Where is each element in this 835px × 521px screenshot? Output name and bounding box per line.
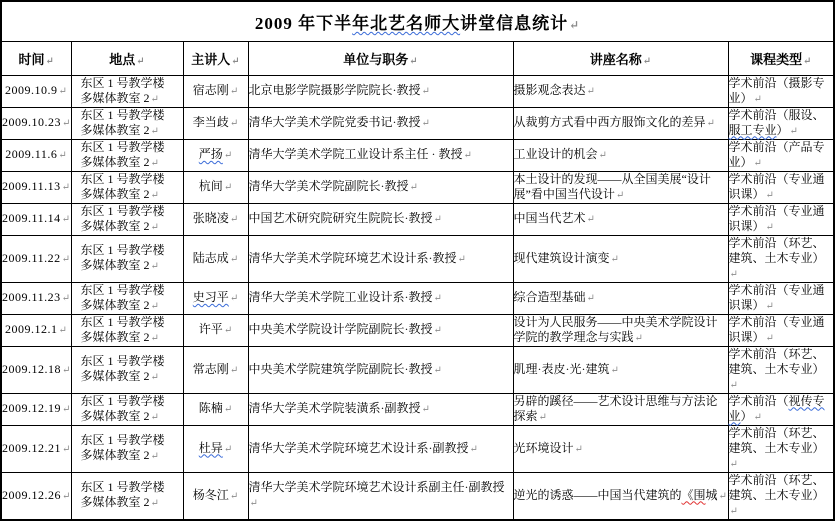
col-header-lecture-name [513, 41, 728, 75]
speaker-text: 张晓凌 [192, 211, 229, 225]
paragraph-mark-icon: ↵ [729, 458, 738, 470]
cell-unit-title [248, 314, 513, 346]
cell-date [1, 425, 71, 472]
paragraph-mark-icon: ↵ [150, 451, 159, 462]
paragraph-mark-icon: ↵ [729, 379, 738, 391]
cell-date [1, 346, 71, 393]
paragraph-mark-icon: ↵ [150, 221, 159, 233]
location-text: 东区 1 号教学楼多媒体教室 2 [80, 203, 165, 233]
cell-course-type [728, 235, 834, 282]
lecture-text-squiggled-red: 《围 [681, 487, 706, 502]
unit-text: 中央美术学院建筑学院副院长·教授 [248, 361, 433, 376]
paragraph-mark-icon: ↵ [803, 55, 812, 67]
cell-location [71, 171, 183, 203]
paragraph-mark-icon: ↵ [229, 214, 239, 225]
lecture-text: 摄影观念表达 [513, 83, 586, 97]
paragraph-mark-icon: ↵ [765, 221, 774, 233]
paragraph-mark-icon: ↵ [586, 214, 595, 225]
course-text: 学术前沿（ [728, 393, 789, 408]
unit-text: 中国艺术研究院研究生院院长·教授 [248, 211, 433, 225]
paragraph-mark-icon: ↵ [409, 182, 418, 193]
cell-date [1, 75, 71, 107]
cell-lecture-name [513, 282, 728, 314]
paragraph-mark-icon: ↵ [409, 55, 418, 67]
speaker-text-squiggled: 严扬 [198, 147, 223, 161]
cell-lecture-name [513, 235, 728, 282]
paragraph-mark-icon: ↵ [586, 293, 595, 304]
paragraph-mark-icon: ↵ [150, 332, 159, 344]
cell-lecture-name [513, 346, 728, 393]
paragraph-mark-icon: ↵ [150, 300, 159, 312]
cell-location [71, 425, 183, 472]
speaker-text-squiggled: 史习平 [192, 290, 229, 304]
speaker-text: 宿志刚 [192, 83, 229, 97]
cell-course-type [728, 425, 834, 472]
cell-location [71, 282, 183, 314]
table-row [1, 282, 834, 314]
paragraph-mark-icon: ↵ [150, 189, 159, 201]
course-text: 学术前沿（环艺、建筑、土木专业） [728, 472, 825, 502]
paragraph-mark-icon: ↵ [765, 300, 774, 312]
table-row [1, 139, 834, 171]
paragraph-mark-icon: ↵ [150, 125, 159, 137]
cell-course-type [728, 393, 834, 425]
cell-lecture-name [513, 171, 728, 203]
table-row [1, 314, 834, 346]
lecture-text: 另辟的蹊径——艺术设计思维与方法论探索 [513, 393, 718, 423]
cell-date [1, 282, 71, 314]
table-row [1, 425, 834, 472]
cell-unit-title [248, 171, 513, 203]
cell-unit-title [248, 139, 513, 171]
paragraph-mark-icon: ↵ [229, 253, 239, 265]
paragraph-mark-icon: ↵ [765, 189, 774, 201]
paragraph-mark-icon: ↵ [229, 364, 239, 376]
paragraph-mark-icon: ↵ [753, 157, 762, 169]
cell-location [71, 75, 183, 107]
paragraph-mark-icon: ↵ [706, 118, 715, 129]
paragraph-mark-icon: ↵ [574, 443, 583, 455]
cell-course-type [728, 346, 834, 393]
course-text: 学术前沿（摄影专业） [728, 75, 825, 105]
course-text-squiggled: 视传专业 [728, 393, 825, 423]
cell-unit-title [248, 472, 513, 520]
speaker-text: 杨冬江 [192, 487, 229, 502]
cell-speaker [183, 75, 248, 107]
unit-text: 清华大学美术学院副院长·教授 [248, 179, 409, 193]
cell-course-type [728, 314, 834, 346]
lecture-text: 光环境设计 [513, 440, 574, 455]
location-text: 东区 1 号教学楼多媒体教室 2 [80, 393, 165, 423]
cell-unit-title [248, 107, 513, 139]
lecture-text: 综合造型基础 [513, 290, 586, 304]
lecture-text: 逆光的诱惑——中国当代建筑的 [513, 487, 682, 502]
location-text: 东区 1 号教学楼多媒体教室 2 [80, 480, 165, 509]
paragraph-mark-icon: ↵ [150, 372, 159, 383]
lecture-text: 城 [705, 487, 718, 502]
paragraph-mark-icon: ↵ [62, 443, 71, 455]
cell-speaker [183, 282, 248, 314]
cell-unit-title [248, 235, 513, 282]
paragraph-mark-icon: ↵ [61, 214, 71, 225]
course-text: 学术前沿（专业通识课） [728, 203, 825, 233]
lecture-text: 从裁剪方式看中西方服饰文化的差异 [513, 115, 706, 129]
paragraph-mark-icon: ↵ [634, 332, 643, 344]
paragraph-mark-icon: ↵ [223, 325, 233, 336]
paragraph-mark-icon: ↵ [421, 86, 430, 97]
paragraph-mark-icon: ↵ [610, 364, 619, 376]
speaker-text: 常志刚 [192, 361, 229, 376]
paragraph-mark-icon: ↵ [469, 443, 478, 455]
paragraph-mark-icon: ↵ [58, 86, 68, 97]
speaker-text: 陆志成 [192, 250, 229, 265]
title-text-squiggled: 年北艺名师大 [352, 13, 461, 33]
speaker-text: 杭间 [198, 179, 223, 193]
cell-course-type [728, 472, 834, 520]
unit-text: 清华大学美术学院环境艺术设计系·副教授 [248, 440, 469, 455]
cell-course-type [728, 203, 834, 235]
cell-date [1, 235, 71, 282]
table-row [1, 235, 834, 282]
col-header-location [71, 41, 183, 75]
table-row [1, 75, 834, 107]
cell-lecture-name [513, 203, 728, 235]
cell-course-type [728, 171, 834, 203]
cell-speaker [183, 139, 248, 171]
cell-unit-title [248, 282, 513, 314]
cell-location [71, 203, 183, 235]
date-text: 2009.12.21 [2, 440, 61, 455]
col-header-label: 单位与职务 [343, 51, 409, 67]
paragraph-mark-icon: ↵ [433, 293, 442, 304]
paragraph-mark-icon: ↵ [642, 55, 652, 67]
paragraph-mark-icon: ↵ [610, 253, 619, 265]
lecture-text: 肌理·表皮·光·建筑 [513, 361, 610, 376]
location-text: 东区 1 号教学楼多媒体教室 2 [80, 433, 165, 462]
paragraph-mark-icon: ↵ [231, 55, 240, 67]
cell-speaker [183, 107, 248, 139]
paragraph-mark-icon: ↵ [150, 498, 159, 509]
date-text: 2009.12.19 [2, 401, 61, 415]
paragraph-mark-icon: ↵ [150, 93, 159, 105]
cell-date [1, 314, 71, 346]
title-row [1, 1, 834, 41]
paragraph-mark-icon: ↵ [729, 268, 738, 280]
paragraph-mark-icon: ↵ [223, 443, 233, 455]
course-text: 学术前沿（专业通识课） [728, 171, 825, 201]
cell-speaker [183, 425, 248, 472]
cell-lecture-name [513, 314, 728, 346]
speaker-text-squiggled: 杜异 [198, 440, 223, 455]
course-text: 学术前沿（产品专业） [728, 139, 825, 169]
col-header-label: 讲座名称 [589, 51, 642, 67]
unit-text: 清华大学美术学院环境艺术设计系·教授 [248, 250, 457, 265]
location-text: 东区 1 号教学楼多媒体教室 2 [80, 243, 165, 272]
paragraph-mark-icon: ↵ [718, 490, 727, 502]
col-header-label: 时间 [18, 51, 45, 67]
course-text-squiggled: 服工专业 [728, 122, 777, 137]
lecture-text: 设计为人民服务——中央美术学院设计学院的教学理念与实践 [513, 314, 718, 344]
cell-location [71, 139, 183, 171]
location-text: 东区 1 号教学楼多媒体教室 2 [80, 139, 165, 169]
cell-location [71, 107, 183, 139]
cell-location [71, 235, 183, 282]
cell-speaker [183, 472, 248, 520]
cell-speaker [183, 203, 248, 235]
cell-location [71, 393, 183, 425]
paragraph-mark-icon: ↵ [136, 55, 145, 67]
col-header-unit-title [248, 41, 513, 75]
unit-text: 中央美术学院设计学院副院长·教授 [248, 322, 433, 336]
paragraph-mark-icon: ↵ [615, 189, 625, 201]
course-text: 学术前沿（环艺、建筑、土木专业） [728, 425, 825, 455]
cell-date [1, 107, 71, 139]
unit-text: 清华大学美术学院环境艺术设计系副主任·副教授 [248, 480, 505, 494]
cell-date [1, 472, 71, 520]
paragraph-mark-icon: ↵ [150, 157, 159, 169]
course-text: 学术前沿（服设、 [728, 107, 825, 122]
table-row [1, 346, 834, 393]
paragraph-mark-icon: ↵ [229, 293, 239, 304]
cell-speaker [183, 346, 248, 393]
paragraph-mark-icon: ↵ [61, 253, 71, 265]
paragraph-mark-icon: ↵ [753, 411, 762, 423]
lecture-text: 中国当代艺术 [513, 211, 586, 225]
cell-date [1, 203, 71, 235]
title-text: 2009 年下半 [254, 13, 353, 33]
paragraph-mark-icon: ↵ [765, 332, 774, 344]
paragraph-mark-icon: ↵ [61, 182, 71, 193]
course-text: 学术前沿（环艺、建筑、土木专业） [728, 235, 825, 265]
paragraph-mark-icon: ↵ [229, 118, 239, 129]
paragraph-mark-icon: ↵ [229, 490, 239, 502]
cell-lecture-name [513, 425, 728, 472]
paragraph-mark-icon: ↵ [421, 404, 430, 415]
paragraph-mark-icon: ↵ [58, 325, 68, 336]
col-header-time [1, 41, 71, 75]
paragraph-mark-icon: ↵ [223, 182, 233, 193]
location-text: 东区 1 号教学楼多媒体教室 2 [80, 282, 165, 312]
location-text: 东区 1 号教学楼多媒体教室 2 [80, 75, 165, 105]
paragraph-mark-icon: ↵ [433, 325, 442, 336]
paragraph-mark-icon: ↵ [58, 150, 68, 161]
unit-text: 清华大学美术学院工业设计系·教授 [248, 290, 433, 304]
table-row [1, 171, 834, 203]
unit-text: 清华大学美术学院工业设计系主任 · 教授 [248, 147, 463, 161]
paragraph-mark-icon: ↵ [433, 364, 442, 376]
cell-lecture-name [513, 75, 728, 107]
paragraph-mark-icon: ↵ [538, 411, 547, 423]
table-row [1, 472, 834, 520]
paragraph-mark-icon: ↵ [61, 293, 71, 304]
paragraph-mark-icon: ↵ [249, 498, 258, 509]
course-text: 学术前沿（专业通识课） [728, 282, 825, 312]
date-text: 2009.10.9 [5, 83, 58, 97]
cell-course-type [728, 282, 834, 314]
paragraph-mark-icon: ↵ [62, 490, 71, 502]
location-text: 东区 1 号教学楼多媒体教室 2 [80, 354, 165, 383]
speaker-text: 陈楠 [198, 401, 223, 415]
paragraph-mark-icon: ↵ [433, 214, 442, 225]
paragraph-mark-icon: ↵ [569, 17, 581, 32]
cell-course-type [728, 139, 834, 171]
date-text: 2009.11.14 [2, 211, 61, 225]
col-header-speaker [183, 41, 248, 75]
table-row [1, 203, 834, 235]
date-text: 2009.11.13 [2, 179, 61, 193]
cell-unit-title [248, 346, 513, 393]
paragraph-mark-icon: ↵ [229, 86, 239, 97]
col-header-label: 地点 [109, 51, 136, 67]
unit-text: 北京电影学院摄影学院院长·教授 [248, 83, 421, 97]
cell-lecture-name [513, 139, 728, 171]
cell-lecture-name [513, 393, 728, 425]
paragraph-mark-icon: ↵ [62, 404, 71, 415]
cell-date [1, 171, 71, 203]
location-text: 东区 1 号教学楼多媒体教室 2 [80, 171, 165, 201]
table-row [1, 393, 834, 425]
paragraph-mark-icon: ↵ [457, 253, 466, 265]
course-text: ） [740, 408, 753, 423]
date-text: 2009.12.26 [2, 487, 61, 502]
cell-unit-title [248, 203, 513, 235]
paragraph-mark-icon: ↵ [150, 261, 159, 272]
paragraph-mark-icon: ↵ [753, 93, 762, 105]
cell-speaker [183, 235, 248, 282]
cell-course-type [728, 107, 834, 139]
paragraph-mark-icon: ↵ [421, 118, 430, 129]
title-text: 讲堂信息统计 [460, 13, 569, 33]
course-text: 学术前沿（专业通识课） [728, 314, 825, 344]
lecture-text: 现代建筑设计演变 [513, 250, 610, 265]
paragraph-mark-icon: ↵ [45, 55, 54, 67]
lecture-text: 本土设计的发现——从全国美展“设计展”看中国当代设计 [513, 171, 711, 201]
date-text: 2009.11.6 [5, 147, 58, 161]
cell-location [71, 314, 183, 346]
paragraph-mark-icon: ↵ [729, 505, 738, 517]
cell-location [71, 472, 183, 520]
cell-speaker [183, 314, 248, 346]
date-text: 2009.10.23 [2, 115, 61, 129]
paragraph-mark-icon: ↵ [789, 125, 798, 137]
paragraph-mark-icon: ↵ [62, 364, 71, 376]
speaker-text: 李当歧 [192, 115, 229, 129]
course-text: 学术前沿（环艺、建筑、土木专业） [728, 346, 825, 376]
cell-speaker [183, 171, 248, 203]
location-text: 东区 1 号教学楼多媒体教室 2 [80, 314, 165, 344]
lecture-text: 工业设计的机会 [513, 147, 598, 161]
header-row [1, 41, 834, 75]
paragraph-mark-icon: ↵ [586, 86, 595, 97]
cell-location [71, 346, 183, 393]
col-header-label: 主讲人 [191, 51, 231, 67]
date-text: 2009.12.1 [5, 322, 58, 336]
cell-course-type [728, 75, 834, 107]
cell-speaker [183, 393, 248, 425]
col-header-course-type [728, 41, 834, 75]
paragraph-mark-icon: ↵ [598, 150, 607, 161]
speaker-text: 许平 [198, 322, 223, 336]
col-header-label: 课程类型 [750, 51, 803, 67]
date-text: 2009.11.23 [2, 290, 61, 304]
paragraph-mark-icon: ↵ [223, 404, 233, 415]
table-row [1, 107, 834, 139]
cell-unit-title [248, 393, 513, 425]
paragraph-mark-icon: ↵ [223, 150, 233, 161]
location-text: 东区 1 号教学楼多媒体教室 2 [80, 107, 165, 137]
cell-date [1, 393, 71, 425]
cell-unit-title [248, 425, 513, 472]
unit-text: 清华大学美术学院装潢系·副教授 [248, 401, 421, 415]
cell-date [1, 139, 71, 171]
cell-unit-title [248, 75, 513, 107]
course-text: ） [776, 122, 789, 137]
unit-text: 清华大学美术学院党委书记·教授 [248, 115, 421, 129]
cell-lecture-name [513, 472, 728, 520]
paragraph-mark-icon: ↵ [150, 411, 159, 423]
paragraph-mark-icon: ↵ [463, 150, 472, 161]
page-title [1, 1, 834, 41]
date-text: 2009.11.22 [2, 250, 61, 265]
paragraph-mark-icon: ↵ [62, 118, 71, 129]
date-text: 2009.12.18 [2, 361, 61, 376]
cell-lecture-name [513, 107, 728, 139]
